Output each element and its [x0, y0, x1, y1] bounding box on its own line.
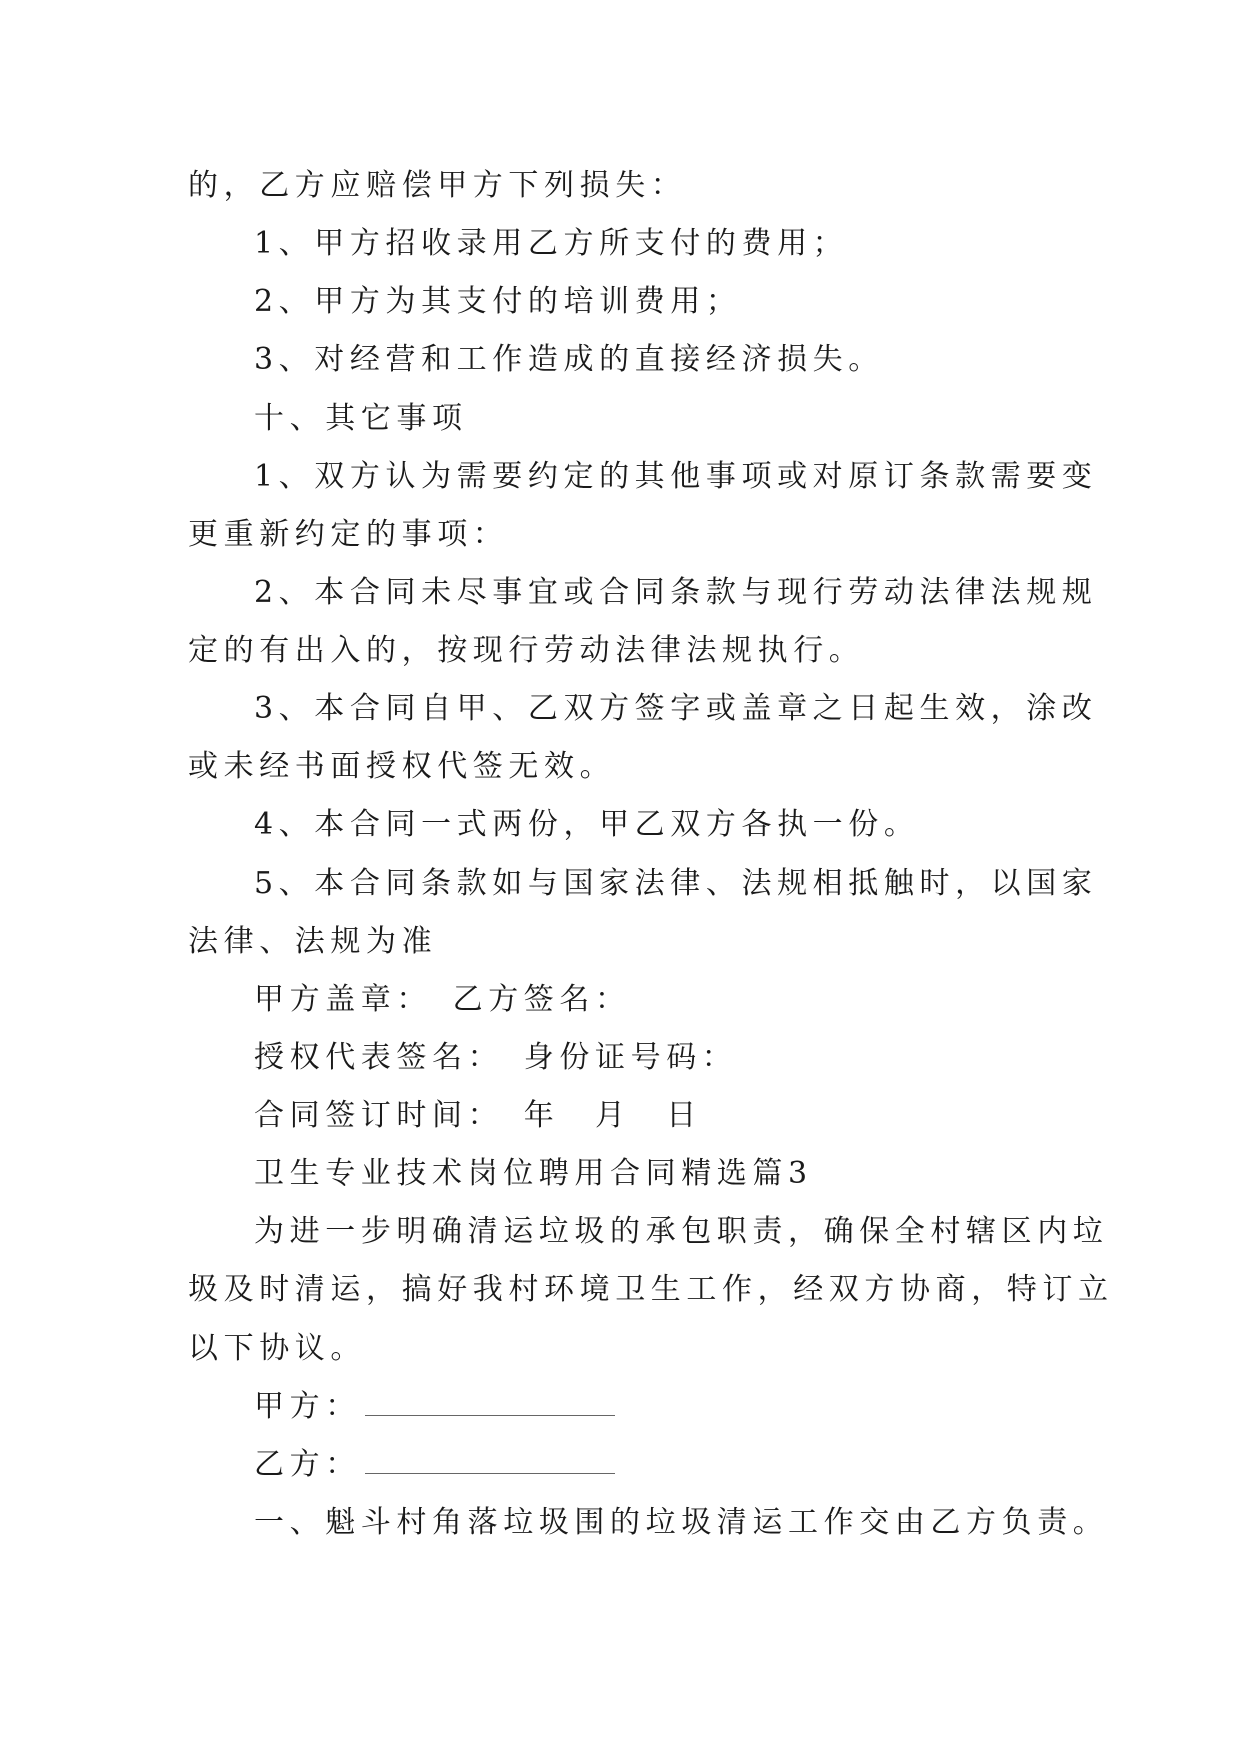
- paragraph-line: 5、本合同条款如与国家法律、法规相抵触时，以国家: [254, 866, 1098, 901]
- section-heading: 十、其它事项: [254, 401, 468, 436]
- paragraph-line: 一、魁斗村角落垃圾围的垃圾清运工作交由乙方负责。: [254, 1505, 1109, 1540]
- signature-line: 授权代表签名： 身份证号码：: [254, 1040, 738, 1075]
- party-a-blank: [365, 1391, 615, 1416]
- paragraph-line: 2、本合同未尽事宜或合同条款与现行劳动法律法规规: [254, 575, 1098, 610]
- paragraph-line: 或未经书面授权代签无效。: [188, 749, 616, 784]
- party-b-field: [254, 1447, 615, 1483]
- paragraph-line: 4、本合同一式两份，甲乙双方各执一份。: [254, 807, 920, 842]
- paragraph-line: 3、对经营和工作造成的直接经济损失。: [254, 342, 884, 377]
- paragraph-line: 定的有出入的，按现行劳动法律法规执行。: [188, 633, 865, 668]
- party-b-label: 乙方：: [254, 1447, 361, 1482]
- paragraph-line: 的，乙方应赔偿甲方下列损失：: [188, 168, 687, 203]
- signature-line: 甲方盖章： 乙方签名：: [254, 982, 631, 1017]
- paragraph-line: 法律、法规为准: [188, 924, 438, 959]
- party-a-field: [254, 1389, 615, 1425]
- paragraph-line: 圾及时清运，搞好我村环境卫生工作，经双方协商，特订立: [188, 1272, 1114, 1307]
- party-a-label: 甲方：: [254, 1389, 361, 1424]
- section-title: 卫生专业技术岗位聘用合同精选篇3: [254, 1156, 813, 1191]
- party-b-blank: [365, 1449, 615, 1474]
- paragraph-line: 以下协议。: [188, 1331, 366, 1366]
- paragraph-line: 1、双方认为需要约定的其他事项或对原订条款需要变: [254, 459, 1098, 494]
- paragraph-line: 3、本合同自甲、乙双方签字或盖章之日起生效，涂改: [254, 691, 1098, 726]
- paragraph-line: 1、甲方招收录用乙方所支付的费用；: [254, 226, 849, 261]
- paragraph-line: 为进一步明确清运垃圾的承包职责，确保全村辖区内垃: [254, 1214, 1109, 1249]
- paragraph-line: 更重新约定的事项：: [188, 517, 509, 552]
- signature-date-line: 合同签订时间： 年 月 日: [254, 1098, 702, 1133]
- paragraph-line: 2、甲方为其支付的培训费用；: [254, 284, 742, 319]
